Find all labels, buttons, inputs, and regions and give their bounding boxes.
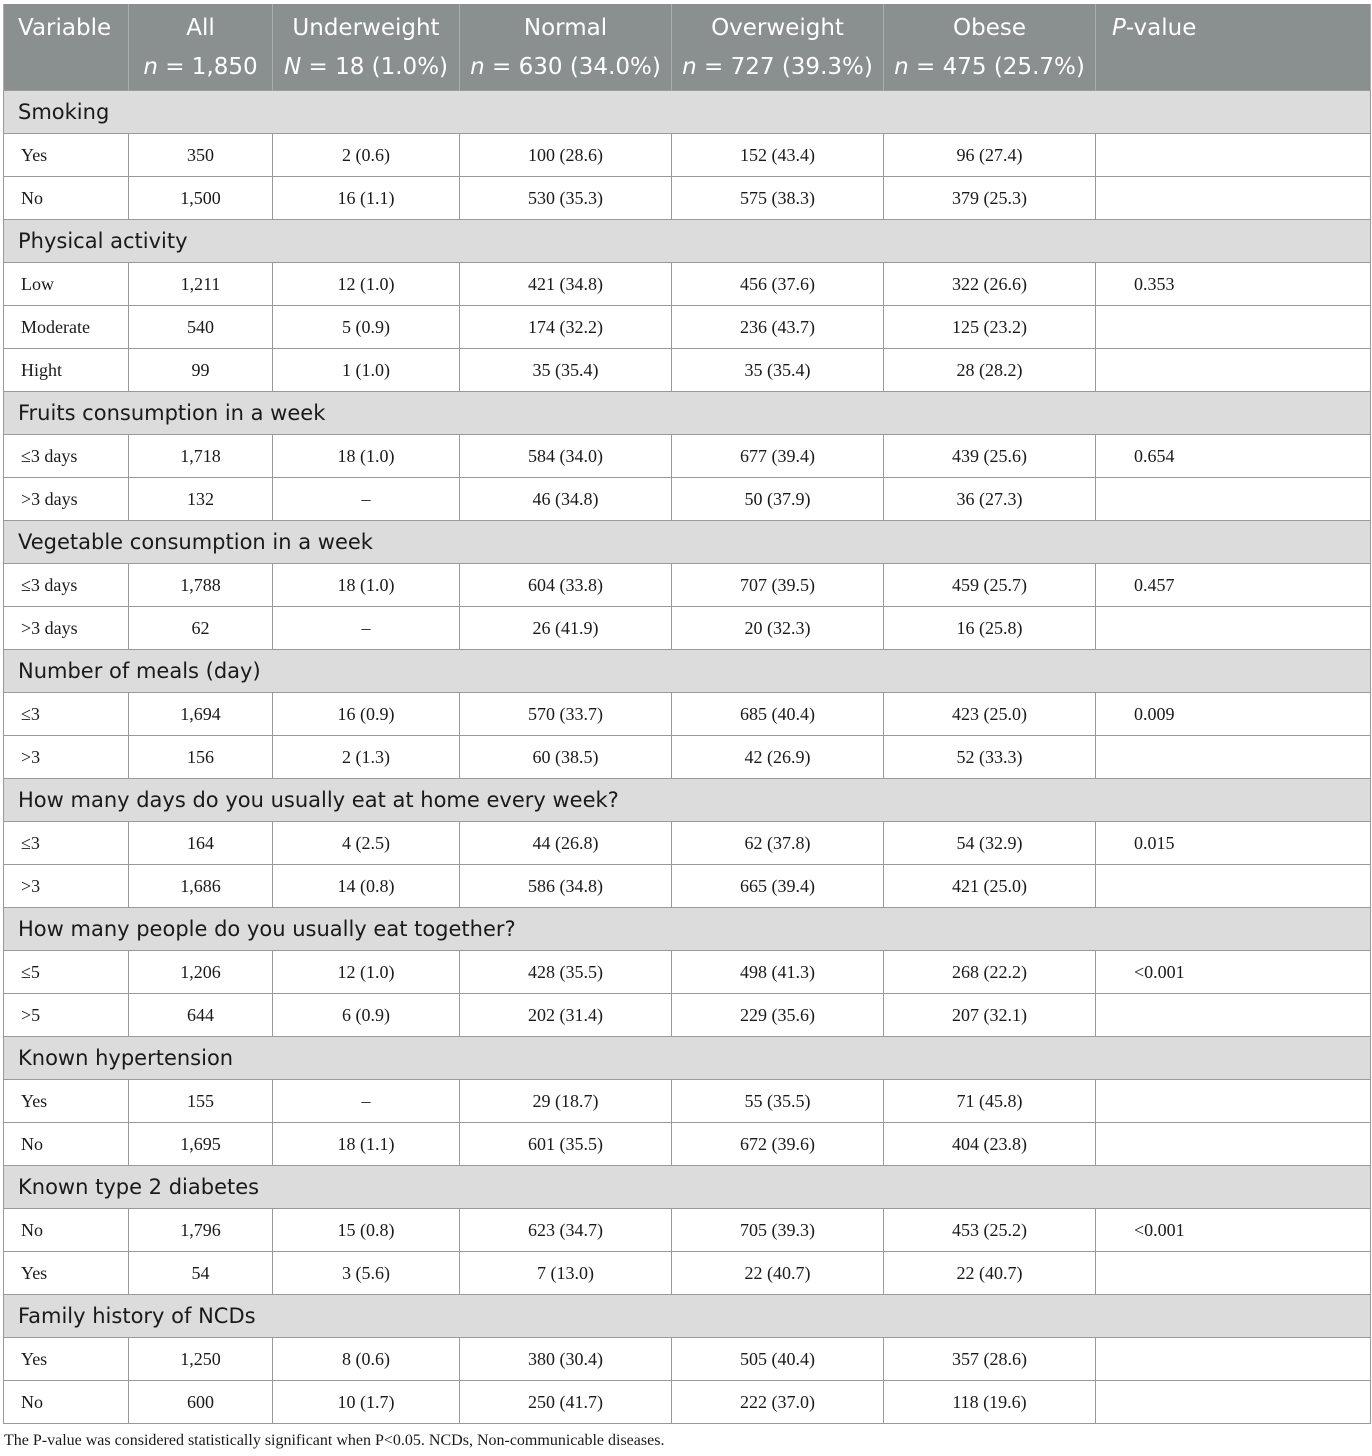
section-title: How many people do you usually eat together?	[4, 908, 1371, 951]
cell-p-value	[1096, 478, 1371, 521]
cell-obese: 459 (25.7)	[884, 564, 1096, 607]
cell-overweight: 707 (39.5)	[672, 564, 884, 607]
cell-obese: 125 (23.2)	[884, 306, 1096, 349]
cell-all: 1,718	[129, 435, 273, 478]
cell-variable: >3	[4, 865, 129, 908]
cell-overweight: 498 (41.3)	[672, 951, 884, 994]
cell-p-value	[1096, 736, 1371, 779]
cell-underweight: 12 (1.0)	[273, 951, 460, 994]
cell-underweight: 4 (2.5)	[273, 822, 460, 865]
section-title: Physical activity	[4, 220, 1371, 263]
cell-underweight: 18 (1.0)	[273, 435, 460, 478]
header-all-label: All	[186, 15, 215, 41]
cell-overweight: 50 (37.9)	[672, 478, 884, 521]
cell-normal: 60 (38.5)	[460, 736, 672, 779]
table-row	[4, 177, 1371, 220]
cell-normal: 250 (41.7)	[460, 1381, 672, 1424]
cell-obese: 36 (27.3)	[884, 478, 1096, 521]
table-row	[4, 306, 1371, 349]
cell-overweight: 229 (35.6)	[672, 994, 884, 1037]
cell-underweight: 3 (5.6)	[273, 1252, 460, 1295]
data-table-container	[3, 4, 1370, 1424]
cell-overweight: 222 (37.0)	[672, 1381, 884, 1424]
cell-overweight: 575 (38.3)	[672, 177, 884, 220]
cell-p-value	[1096, 1381, 1371, 1424]
header-obese	[884, 4, 1096, 91]
cell-overweight: 236 (43.7)	[672, 306, 884, 349]
cell-underweight: 18 (1.0)	[273, 564, 460, 607]
section-title: Vegetable consumption in a week	[4, 521, 1371, 564]
table-row	[4, 1209, 1371, 1252]
cell-overweight: 672 (39.6)	[672, 1123, 884, 1166]
table-footnote: The P-value was considered statistically significant when P<0.05. NCDs, Non-communicable diseases.	[4, 1432, 665, 1449]
cell-p-value	[1096, 306, 1371, 349]
cell-obese: 421 (25.0)	[884, 865, 1096, 908]
cell-obese: 357 (28.6)	[884, 1338, 1096, 1381]
cell-obese: 404 (23.8)	[884, 1123, 1096, 1166]
cell-all: 62	[129, 607, 273, 650]
cell-underweight: 2 (0.6)	[273, 134, 460, 177]
table-header	[4, 4, 1371, 91]
cell-p-value: <0.001	[1096, 1209, 1371, 1252]
cell-normal: 35 (35.4)	[460, 349, 672, 392]
cell-variable: ≤3 days	[4, 564, 129, 607]
cell-all: 540	[129, 306, 273, 349]
section-row	[4, 779, 1371, 822]
header-overweight-label: Overweight	[711, 15, 844, 41]
cell-underweight: 10 (1.7)	[273, 1381, 460, 1424]
section-row	[4, 91, 1371, 134]
cell-all: 1,206	[129, 951, 273, 994]
cell-normal: 202 (31.4)	[460, 994, 672, 1037]
cell-p-value: 0.457	[1096, 564, 1371, 607]
cell-p-value	[1096, 349, 1371, 392]
section-row	[4, 220, 1371, 263]
cell-all: 1,500	[129, 177, 273, 220]
cell-variable: Yes	[4, 134, 129, 177]
cell-overweight: 35 (35.4)	[672, 349, 884, 392]
header-underweight-count: N = 18 (1.0%)	[283, 54, 449, 80]
cell-overweight: 677 (39.4)	[672, 435, 884, 478]
header-normal	[460, 4, 672, 91]
section-row	[4, 1037, 1371, 1080]
cell-normal: 570 (33.7)	[460, 693, 672, 736]
cell-overweight: 152 (43.4)	[672, 134, 884, 177]
cell-obese: 453 (25.2)	[884, 1209, 1096, 1252]
cell-normal: 29 (18.7)	[460, 1080, 672, 1123]
cell-variable: No	[4, 1123, 129, 1166]
table-row	[4, 607, 1371, 650]
cell-obese: 71 (45.8)	[884, 1080, 1096, 1123]
cell-underweight: 16 (0.9)	[273, 693, 460, 736]
cell-underweight: 15 (0.8)	[273, 1209, 460, 1252]
cell-normal: 586 (34.8)	[460, 865, 672, 908]
section-row	[4, 392, 1371, 435]
cell-overweight: 685 (40.4)	[672, 693, 884, 736]
cell-overweight: 456 (37.6)	[672, 263, 884, 306]
cell-variable: No	[4, 177, 129, 220]
cell-p-value	[1096, 607, 1371, 650]
cell-variable: ≤5	[4, 951, 129, 994]
cell-underweight: 16 (1.1)	[273, 177, 460, 220]
cell-obese: 423 (25.0)	[884, 693, 1096, 736]
cell-underweight: –	[273, 478, 460, 521]
header-normal-label: Normal	[523, 15, 608, 41]
cell-obese: 207 (32.1)	[884, 994, 1096, 1037]
cell-normal: 46 (34.8)	[460, 478, 672, 521]
cell-normal: 26 (41.9)	[460, 607, 672, 650]
cell-all: 1,250	[129, 1338, 273, 1381]
table-row	[4, 1381, 1371, 1424]
cell-obese: 52 (33.3)	[884, 736, 1096, 779]
cell-p-value: 0.353	[1096, 263, 1371, 306]
cell-underweight: 1 (1.0)	[273, 349, 460, 392]
cell-normal: 100 (28.6)	[460, 134, 672, 177]
cell-underweight: 5 (0.9)	[273, 306, 460, 349]
cell-underweight: 14 (0.8)	[273, 865, 460, 908]
table-row	[4, 263, 1371, 306]
cell-all: 350	[129, 134, 273, 177]
cell-all: 1,796	[129, 1209, 273, 1252]
cell-normal: 380 (30.4)	[460, 1338, 672, 1381]
cell-underweight: 6 (0.9)	[273, 994, 460, 1037]
header-obese-label: Obese	[953, 15, 1026, 41]
cell-overweight: 505 (40.4)	[672, 1338, 884, 1381]
cell-obese: 28 (28.2)	[884, 349, 1096, 392]
table-row	[4, 478, 1371, 521]
table-row	[4, 1338, 1371, 1381]
cell-overweight: 705 (39.3)	[672, 1209, 884, 1252]
table-row	[4, 1080, 1371, 1123]
cell-overweight: 62 (37.8)	[672, 822, 884, 865]
cell-overweight: 55 (35.5)	[672, 1080, 884, 1123]
cell-all: 99	[129, 349, 273, 392]
cell-all: 1,686	[129, 865, 273, 908]
header-overweight-count: n = 727 (39.3%)	[682, 54, 873, 80]
cell-p-value	[1096, 1123, 1371, 1166]
cell-underweight: 8 (0.6)	[273, 1338, 460, 1381]
table-row	[4, 134, 1371, 177]
header-underweight	[273, 4, 460, 91]
header-variable-label: Variable	[18, 15, 112, 41]
header-overweight	[672, 4, 884, 91]
section-row	[4, 650, 1371, 693]
section-title: How many days do you usually eat at home every week?	[4, 779, 1371, 822]
cell-all: 1,788	[129, 564, 273, 607]
cell-variable: Low	[4, 263, 129, 306]
cell-normal: 530 (35.3)	[460, 177, 672, 220]
cell-variable: >3 days	[4, 478, 129, 521]
cell-all: 644	[129, 994, 273, 1037]
section-title: Smoking	[4, 91, 1371, 134]
cell-obese: 54 (32.9)	[884, 822, 1096, 865]
cell-variable: ≤3	[4, 822, 129, 865]
cell-p-value: 0.015	[1096, 822, 1371, 865]
section-row	[4, 1166, 1371, 1209]
header-obese-count: n = 475 (25.7%)	[894, 54, 1085, 80]
header-row	[4, 4, 1371, 91]
section-row	[4, 1295, 1371, 1338]
header-p-value-label: P-value	[1112, 15, 1197, 41]
cell-variable: Yes	[4, 1338, 129, 1381]
cell-p-value	[1096, 177, 1371, 220]
cell-normal: 601 (35.5)	[460, 1123, 672, 1166]
cell-normal: 428 (35.5)	[460, 951, 672, 994]
cell-overweight: 20 (32.3)	[672, 607, 884, 650]
cell-normal: 174 (32.2)	[460, 306, 672, 349]
cell-underweight: –	[273, 1080, 460, 1123]
cell-variable: ≤3 days	[4, 435, 129, 478]
cell-all: 600	[129, 1381, 273, 1424]
cell-variable: ≤3	[4, 693, 129, 736]
cell-variable: Moderate	[4, 306, 129, 349]
table-row	[4, 736, 1371, 779]
section-row	[4, 521, 1371, 564]
cell-obese: 16 (25.8)	[884, 607, 1096, 650]
cell-obese: 379 (25.3)	[884, 177, 1096, 220]
cell-variable: >3 days	[4, 607, 129, 650]
table-row	[4, 951, 1371, 994]
cell-variable: Hight	[4, 349, 129, 392]
section-title: Known hypertension	[4, 1037, 1371, 1080]
table-row	[4, 865, 1371, 908]
cell-variable: >3	[4, 736, 129, 779]
header-p-value	[1096, 4, 1371, 91]
cell-variable: No	[4, 1209, 129, 1252]
cell-overweight: 42 (26.9)	[672, 736, 884, 779]
cell-all: 1,694	[129, 693, 273, 736]
section-title: Family history of NCDs	[4, 1295, 1371, 1338]
table-body	[4, 91, 1371, 1424]
cell-normal: 604 (33.8)	[460, 564, 672, 607]
cell-variable: >5	[4, 994, 129, 1037]
header-all-count: n = 1,850	[143, 54, 258, 80]
header-normal-count: n = 630 (34.0%)	[470, 54, 661, 80]
cell-p-value	[1096, 134, 1371, 177]
table-row	[4, 822, 1371, 865]
bmi-characteristics-table	[3, 4, 1371, 1424]
cell-normal: 44 (26.8)	[460, 822, 672, 865]
cell-variable: No	[4, 1381, 129, 1424]
section-row	[4, 908, 1371, 951]
cell-all: 132	[129, 478, 273, 521]
table-row	[4, 564, 1371, 607]
table-row	[4, 1252, 1371, 1295]
cell-overweight: 665 (39.4)	[672, 865, 884, 908]
cell-normal: 584 (34.0)	[460, 435, 672, 478]
cell-obese: 22 (40.7)	[884, 1252, 1096, 1295]
section-title: Fruits consumption in a week	[4, 392, 1371, 435]
cell-p-value	[1096, 1252, 1371, 1295]
cell-all: 156	[129, 736, 273, 779]
cell-obese: 322 (26.6)	[884, 263, 1096, 306]
cell-p-value: 0.009	[1096, 693, 1371, 736]
cell-all: 1,695	[129, 1123, 273, 1166]
cell-overweight: 22 (40.7)	[672, 1252, 884, 1295]
cell-all: 54	[129, 1252, 273, 1295]
table-row	[4, 1123, 1371, 1166]
cell-underweight: 2 (1.3)	[273, 736, 460, 779]
cell-normal: 7 (13.0)	[460, 1252, 672, 1295]
cell-variable: Yes	[4, 1252, 129, 1295]
cell-underweight: 12 (1.0)	[273, 263, 460, 306]
header-all	[129, 4, 273, 91]
cell-underweight: 18 (1.1)	[273, 1123, 460, 1166]
cell-p-value	[1096, 1338, 1371, 1381]
cell-all: 155	[129, 1080, 273, 1123]
cell-p-value: 0.654	[1096, 435, 1371, 478]
header-underweight-label: Underweight	[292, 15, 440, 41]
section-title: Number of meals (day)	[4, 650, 1371, 693]
cell-normal: 623 (34.7)	[460, 1209, 672, 1252]
table-row	[4, 435, 1371, 478]
cell-p-value: <0.001	[1096, 951, 1371, 994]
header-variable	[4, 4, 129, 91]
cell-obese: 96 (27.4)	[884, 134, 1096, 177]
cell-obese: 268 (22.2)	[884, 951, 1096, 994]
table-row	[4, 994, 1371, 1037]
table-row	[4, 349, 1371, 392]
section-title: Known type 2 diabetes	[4, 1166, 1371, 1209]
cell-p-value	[1096, 994, 1371, 1037]
cell-normal: 421 (34.8)	[460, 263, 672, 306]
cell-obese: 439 (25.6)	[884, 435, 1096, 478]
cell-p-value	[1096, 1080, 1371, 1123]
cell-underweight: –	[273, 607, 460, 650]
cell-variable: Yes	[4, 1080, 129, 1123]
cell-p-value	[1096, 865, 1371, 908]
cell-all: 1,211	[129, 263, 273, 306]
cell-all: 164	[129, 822, 273, 865]
table-row	[4, 693, 1371, 736]
cell-obese: 118 (19.6)	[884, 1381, 1096, 1424]
